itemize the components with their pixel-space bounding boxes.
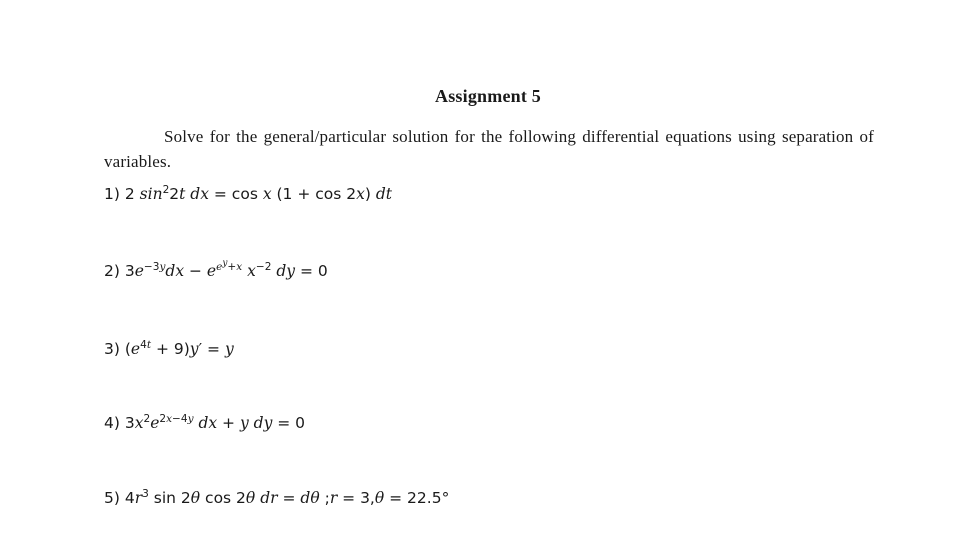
problem-2 (104, 258, 328, 280)
assignment-title (0, 86, 980, 107)
problem-4-number: 4) (104, 414, 120, 432)
problem-5-number: 5) (104, 489, 120, 507)
problem-3-number: 3) (104, 340, 120, 358)
instructions-paragraph: Solve for the general/particular solution for the following differential equations using separation of variables. (104, 127, 874, 171)
problem-4 (104, 414, 305, 432)
problem-2-equation: $3e^{-3y}dx - e^{e^y+x}$ $x^{-2}$ dy = 0 (124, 258, 328, 280)
problem-1-number: 1) (104, 185, 120, 203)
assignment-title-text: Assignment 5 (435, 86, 541, 106)
problem-5 (104, 489, 449, 507)
problem-3 (104, 340, 234, 358)
problem-3-equation: $(e^{4t} + 9)y' = y$ (124, 338, 234, 358)
problem-4-equation: $3x^2e^{2x-4y}$ dx + y dy = 0 (124, 412, 306, 432)
problem-1-equation: 2 $\sin^22t$ dx = cos x (1 + cos 2x) dt (124, 183, 393, 203)
problem-1 (104, 185, 392, 203)
problem-5-equation: $4r^3$ sin 2θ cos 2θ dr = dθ ;r = 3,θ = 22.5° (124, 487, 450, 507)
problem-2-number: 2) (104, 262, 120, 280)
